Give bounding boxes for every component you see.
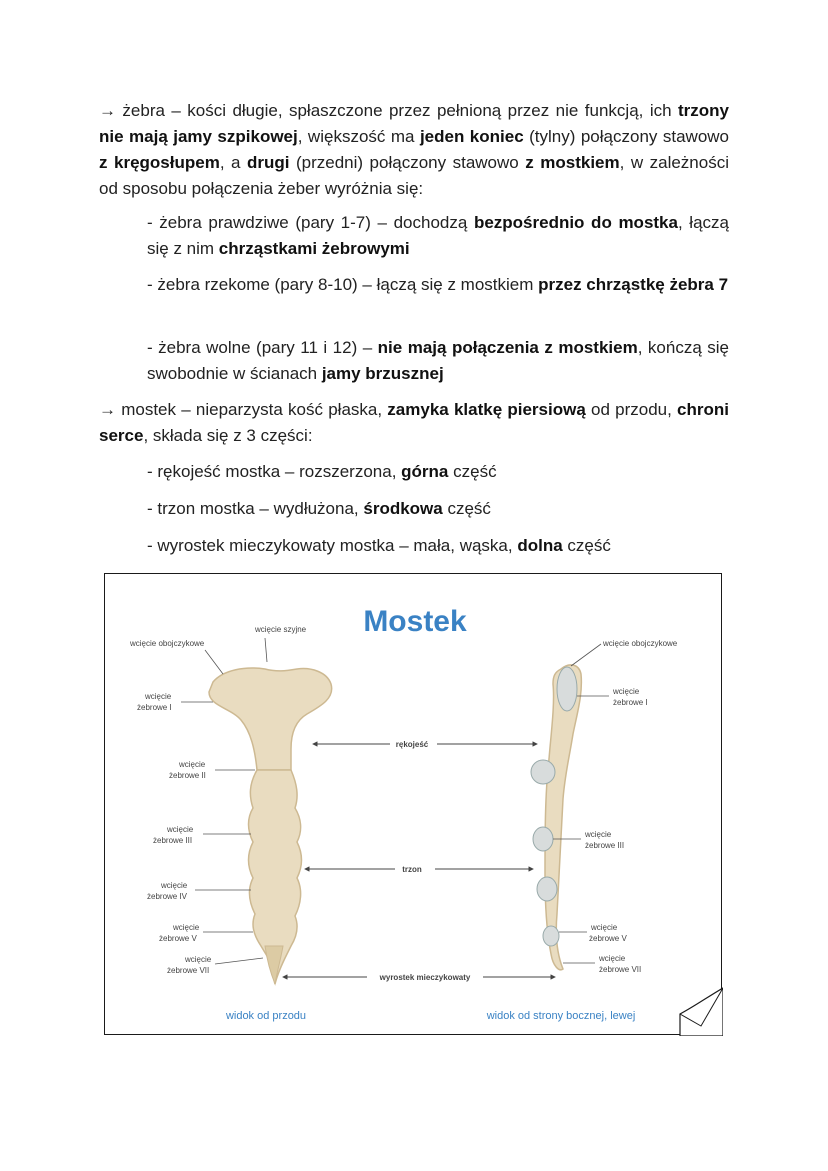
- text-segment: , w zależności od sposobu połączenia żeber wyróżnia się:: [99, 153, 729, 198]
- bold-segment: zamyka klatkę piersiową: [387, 400, 586, 419]
- list-item-floating-ribs: [147, 335, 729, 387]
- sternum-figure: [104, 573, 722, 1035]
- text-segment: żebra – kości długie, spłaszczone przez pełnioną przez nie funkcją, ich: [116, 101, 678, 120]
- bold-segment: jeden koniec: [419, 127, 524, 146]
- text-segment: , większość ma: [297, 127, 420, 146]
- manubrium-shape: [209, 668, 332, 770]
- label-z3a-side: wcięcie: [585, 830, 612, 839]
- sternum-side-shape: [545, 665, 581, 970]
- bold-segment: chroni serce: [99, 400, 729, 445]
- paragraph-sternum: [99, 397, 729, 449]
- cartilage-facet: [531, 760, 555, 784]
- text-segment: - trzon mostka – wydłużona,: [147, 499, 364, 518]
- text-segment: (tylny) połączony stawowo: [523, 127, 730, 146]
- cartilage-facet: [533, 827, 553, 851]
- bold-segment: bezpośrednio do mostka: [473, 213, 678, 232]
- caption-front: widok od przodu: [225, 1010, 307, 1022]
- bold-segment: dolna: [517, 536, 563, 555]
- label-z1b-front: żebrowe I: [137, 703, 172, 712]
- text-segment: część: [442, 499, 491, 518]
- bold-segment: trzony nie mają jamy szpikowej: [99, 101, 729, 146]
- text-segment: , łączą się z nim: [147, 213, 729, 258]
- label-z3a-front: wcięcie: [167, 825, 194, 834]
- text-segment: mostek – nieparzysta kość płaska,: [116, 400, 388, 419]
- label-obojczykowe-side: wcięcie obojczykowe: [603, 639, 678, 648]
- bold-segment: górna: [401, 462, 449, 481]
- list-item-body: [147, 496, 729, 522]
- list-item-true-ribs: [147, 210, 729, 262]
- label-z1a-side: wcięcie: [613, 687, 640, 696]
- list-item-xiphoid: [147, 533, 729, 559]
- label-z1b-side: żebrowe I: [613, 698, 648, 707]
- label-z7a-side: wcięcie: [599, 954, 626, 963]
- label-z2a-front: wcięcie: [179, 760, 206, 769]
- label-z2b-front: żebrowe II: [169, 771, 206, 780]
- page-curl-icon: [680, 988, 723, 1036]
- paragraph-ribs: [99, 98, 729, 202]
- text-segment: część: [562, 536, 611, 555]
- caption-side: widok od strony bocznej, lewej: [486, 1010, 636, 1022]
- label-trzon: trzon: [402, 865, 422, 874]
- label-z7b-front: żebrowe VII: [167, 966, 210, 975]
- bold-segment: z kręgosłupem: [99, 153, 220, 172]
- cartilage-facet: [543, 926, 559, 946]
- list-item-false-ribs: [147, 272, 729, 298]
- text-segment: , składa się z 3 części:: [143, 426, 313, 445]
- list-item-manubrium: [147, 459, 729, 485]
- text-segment: - rękojeść mostka – rozszerzona,: [147, 462, 402, 481]
- bold-segment: przez chrząstkę żebra 7: [538, 275, 729, 294]
- sternum-side-view: [531, 665, 581, 970]
- label-z5b-front: żebrowe V: [159, 934, 197, 943]
- label-rekojesc: rękojeść: [395, 740, 429, 749]
- text-segment: - żebra rzekome (pary 8-10) – łączą się z mostkiem: [147, 275, 539, 294]
- text-segment: - żebra prawdziwe (pary 1-7) – dochodzą: [147, 213, 474, 232]
- figure-title: Mostek: [363, 605, 467, 638]
- label-z5b-side: żebrowe V: [589, 934, 627, 943]
- text-segment: (przedni) połączony stawowo: [289, 153, 526, 172]
- label-z7a-front: wcięcie: [185, 955, 212, 964]
- bold-segment: z mostkiem: [525, 153, 620, 172]
- label-z5a-front: wcięcie: [173, 923, 200, 932]
- bold-segment: środkowa: [363, 499, 443, 518]
- bold-segment: drugi: [246, 153, 290, 172]
- cartilage-facet: [557, 667, 577, 711]
- arrow-icon: →: [99, 400, 116, 419]
- text-segment: , a: [219, 153, 247, 172]
- label-obojczykowe-front: wcięcie obojczykowe: [130, 639, 205, 648]
- label-z4b-front: żebrowe IV: [147, 892, 188, 901]
- bold-segment: nie mają połączenia z mostkiem: [377, 338, 638, 357]
- sternum-front-view: [209, 668, 332, 984]
- bold-segment: chrząstkami żebrowymi: [218, 239, 410, 258]
- center-labels: [283, 740, 555, 982]
- bold-segment: jamy brzusznej: [321, 364, 444, 383]
- sternum-diagram: [105, 574, 723, 1036]
- label-z7b-side: żebrowe VII: [599, 965, 642, 974]
- text-segment: - żebra wolne (pary 11 i 12) –: [147, 338, 378, 357]
- label-z5a-side: wcięcie: [591, 923, 618, 932]
- label-z4a-front: wcięcie: [161, 881, 188, 890]
- label-z3b-side: żebrowe III: [585, 841, 625, 850]
- text-segment: od przodu,: [585, 400, 678, 419]
- text-segment: - wyrostek mieczykowaty mostka – mała, wąska,: [147, 536, 518, 555]
- arrow-icon: →: [99, 101, 116, 120]
- label-z1a-front: wcięcie: [145, 692, 172, 701]
- text-segment: część: [448, 462, 497, 481]
- label-wyrostek: wyrostek mieczykowaty: [379, 973, 471, 982]
- cartilage-facet: [537, 877, 557, 901]
- text-segment: , kończą się swobodnie w ścianach: [147, 338, 730, 383]
- label-szyjne: wcięcie szyjne: [255, 625, 307, 634]
- label-z3b-front: żebrowe III: [153, 836, 193, 845]
